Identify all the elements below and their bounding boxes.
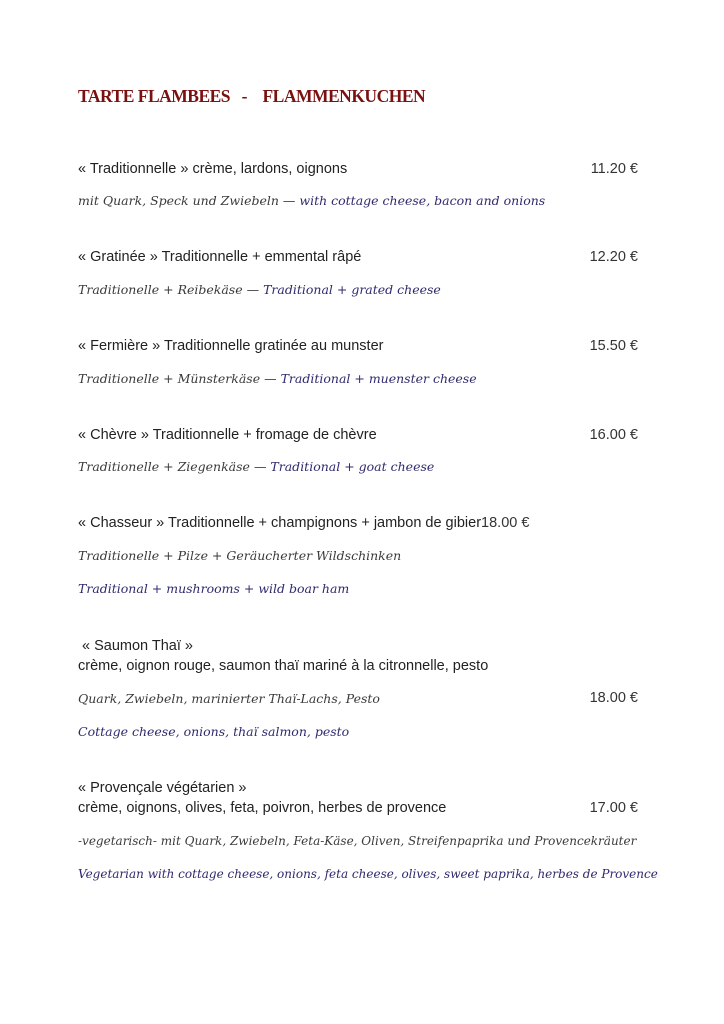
item-description: crème, oignon rouge, saumon thaï mariné à la citronnelle, pesto — [78, 658, 489, 674]
german-text: Traditionelle + Ziegenkäse — [78, 459, 250, 474]
item-name-with-price — [78, 515, 529, 531]
item-price: 15.50 € — [589, 338, 638, 354]
menu-title: TARTE FLAMBEES - FLAMMENKUCHEN — [78, 86, 426, 106]
german-text: Quark, Zwiebeln, marinierter Thaï-Lachs, Pesto — [78, 691, 380, 706]
item-translation — [78, 459, 434, 474]
item-price: 17.00 € — [589, 800, 638, 816]
item-price: 12.20 € — [589, 249, 638, 265]
item-price: 16.00 € — [589, 427, 638, 443]
item-price: 18.00 € — [589, 690, 638, 706]
item-translation — [78, 371, 477, 386]
item-name: « Fermière » Traditionnelle gratinée au munster — [78, 338, 384, 354]
english-text: Traditional + grated cheese — [263, 282, 441, 297]
separator: — — [253, 459, 267, 474]
item-name: « Chèvre » Traditionnelle + fromage de chèvre — [78, 427, 377, 443]
item-name: « Saumon Thaï » — [82, 638, 193, 654]
item-price: 18.00 € — [481, 515, 530, 531]
item-translation — [78, 193, 545, 208]
item-translation — [78, 282, 441, 297]
separator: — — [264, 371, 277, 386]
english-text: Cottage cheese, onions, thaï salmon, pesto — [78, 724, 350, 739]
english-text: Traditional + muenster cheese — [280, 371, 477, 386]
english-text: with cottage cheese, bacon and onions — [299, 193, 546, 208]
english-text: Vegetarian with cottage cheese, onions, feta cheese, olives, sweet paprika, herbes de Provence — [78, 867, 658, 881]
item-name: « Gratinée » Traditionnelle + emmental râpé — [78, 249, 362, 265]
german-text: Traditionelle + Pilze + Geräucherter Wildschinken — [78, 548, 402, 563]
item-price: 11.20 € — [590, 161, 638, 177]
separator: — — [282, 193, 296, 208]
english-text: Traditional + mushrooms + wild boar ham — [78, 581, 350, 596]
item-name: « Chasseur » Traditionnelle + champignons + jambon de gibier — [78, 515, 482, 531]
item-name: « Provençale végétarien » — [78, 780, 247, 796]
german-text: -vegetarisch- mit Quark, Zwiebeln, Feta-Käse, Oliven, Streifenpaprika und Provencekräuter — [78, 834, 637, 848]
item-name: « Traditionnelle » crème, lardons, oignons — [78, 161, 348, 177]
german-text: Traditionelle + Reibekäse — [78, 282, 243, 297]
separator: — — [246, 282, 260, 297]
german-text: mit Quark, Speck und Zwiebeln — [78, 193, 279, 208]
german-text: Traditionelle + Münsterkäse — [78, 371, 261, 386]
english-text: Traditional + goat cheese — [270, 459, 435, 474]
item-description: crème, oignons, olives, feta, poivron, herbes de provence — [78, 800, 447, 816]
